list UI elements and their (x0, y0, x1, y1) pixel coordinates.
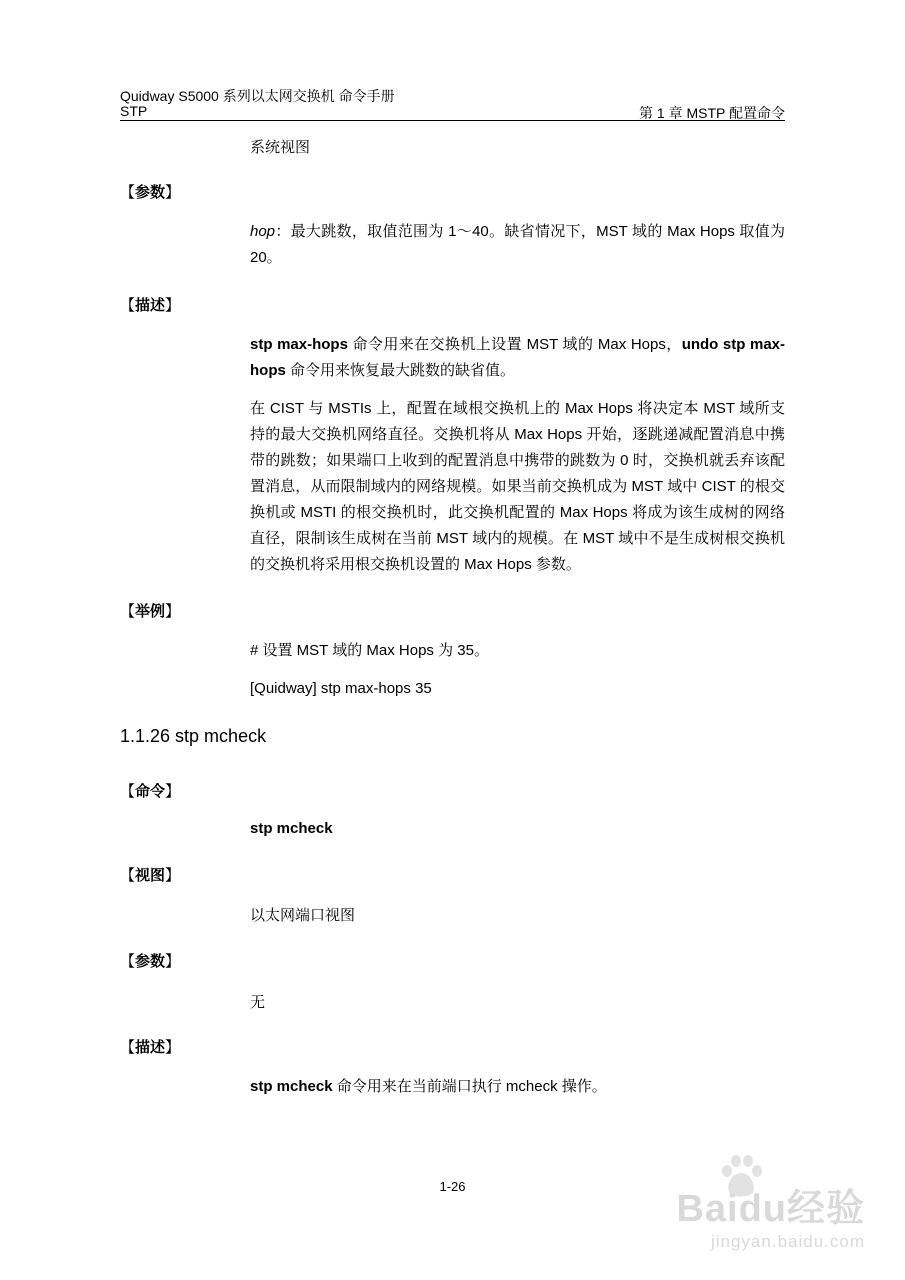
view-text: 以太网端口视图 (250, 906, 356, 924)
header-manual-title: Quidway S5000 系列以太网交换机 命令手册 (120, 88, 395, 104)
example-comment: # 设置 MST 域的 Max Hops 为 35。 (250, 642, 489, 659)
desc-tag: 【描述】 (120, 297, 181, 314)
page-number: 1-26 (439, 1179, 466, 1194)
desc-paragraph-1: stp max-hops 命令用来在交换机上设置 MST 域的 Max Hops，undo stp max-hops 命令用来恢复最大跳数的缺省值。 (250, 336, 786, 379)
example-tag: 【举例】 (120, 603, 181, 620)
desc-mcheck: stp mcheck 命令用来在当前端口执行 mcheck 操作。 (250, 1078, 607, 1095)
watermark-logo: Baidu经验 (676, 1188, 865, 1230)
desc-tag-2: 【描述】 (120, 1039, 181, 1056)
view-value: 系统视图 (250, 138, 311, 156)
param-name: hop (250, 223, 276, 240)
view-tag: 【视图】 (120, 867, 181, 884)
param-description: hop：最大跳数，取值范围为 1～40。缺省情况下，MST 域的 Max Hops 取值为 20。 (250, 223, 785, 266)
watermark-url: jingyan.baidu.com (710, 1232, 865, 1251)
param-none: 无 (250, 993, 266, 1011)
header-chapter-short: STP (120, 103, 148, 119)
command-tag: 【命令】 (120, 783, 181, 800)
param-tag: 【参数】 (120, 184, 181, 201)
example-command: [Quidway] stp max-hops 35 (250, 680, 432, 697)
header-chapter-title: 第 1 章 MSTP 配置命令 (639, 105, 785, 121)
desc-paragraph-2: 在 CIST 与 MSTIs 上，配置在域根交换机上的 Max Hops 将决定本 MST 域所支持的最大交换机网络直径。交换机将从 Max Hops 开始，逐跳递减配置消息中携带的跳数；如果端口上收到的配置消息中携带的跳数为 0 时，交换机就丢弃该配置消息，从而限制域内的网络规模。如果当前交换机成为 MST 域中 CIST 的根交换机或 MSTI 的根交换机时，此交换机配置的 Max Hops 将成为该生成树的网络直径，限制该生成树在当前 MST 域内的规模。在 MST 域中不是生成树根交换机的交换机将采用根交换机设置的 Max Hops 参数。 (250, 400, 785, 573)
watermark (676, 1177, 865, 1252)
section-title: 1.1.26 stp mcheck (120, 726, 267, 746)
command-syntax: stp mcheck (250, 820, 333, 837)
param-tag-2: 【参数】 (120, 953, 181, 970)
header-rule (120, 120, 785, 121)
